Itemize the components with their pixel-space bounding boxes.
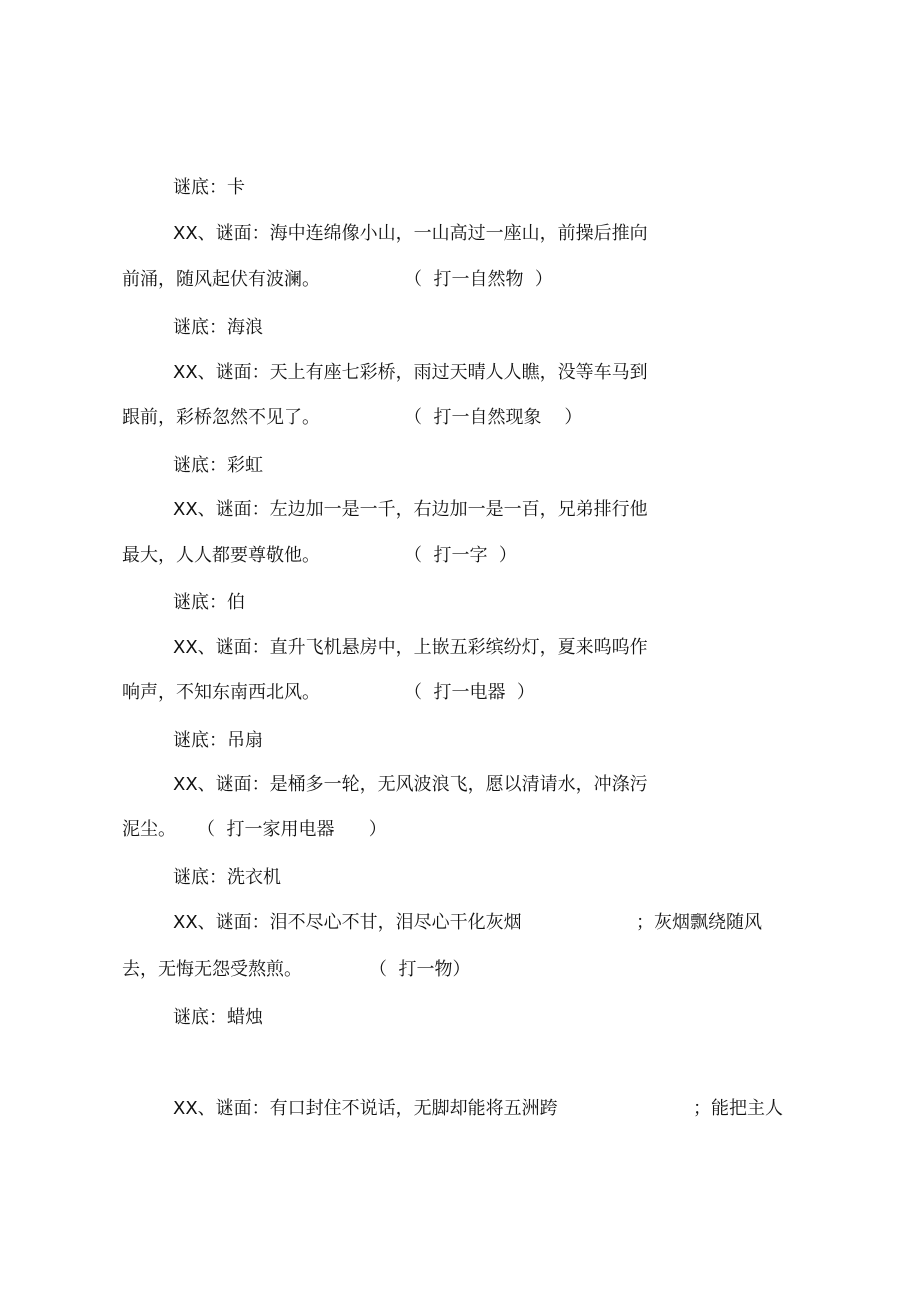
riddle-question-line1-end: ；灰烟飘绕随风 xyxy=(636,912,762,933)
riddle-hint: （ 打一自然物 ） xyxy=(404,269,553,290)
riddle-answer: 谜底：洗衣机 xyxy=(173,867,281,888)
riddle-question-line1: XX、谜面：海中连绵像小山，一山高过一座山，前操后推向 xyxy=(173,223,648,244)
riddle-question-line1: XX、谜面：左边加一是一千，右边加一是一百，兄弟排行他 xyxy=(173,499,648,520)
riddle-question-line2: 前涌，随风起伏有波澜。 xyxy=(122,269,320,290)
riddle-hint: （ 打一字 ） xyxy=(404,545,517,566)
riddle-answer: 谜底：蜡烛 xyxy=(173,1007,263,1028)
riddle-hint: （ 打一电器 ） xyxy=(404,682,535,703)
riddle-answer: 谜底：彩虹 xyxy=(173,455,263,476)
riddle-question-line1: XX、谜面：是桶多一轮，无风波浪飞，愿以清请水，冲涤污 xyxy=(173,774,648,795)
riddle-question-line2: 去，无悔无怨受熬煎。 xyxy=(122,959,302,980)
riddle-answer: 谜底：卡 xyxy=(173,177,245,198)
riddle-hint: （ 打一物） xyxy=(369,959,471,980)
riddle-question-line1: XX、谜面：直升飞机悬房中，上嵌五彩缤纷灯，夏来呜呜作 xyxy=(173,637,648,658)
riddle-question-line1: XX、谜面：有口封住不说话，无脚却能将五洲跨 xyxy=(173,1098,558,1119)
riddle-answer: 谜底：伯 xyxy=(173,592,245,613)
riddle-question-line2: 泥尘。 xyxy=(122,819,176,840)
riddle-hint: （ 打一自然现象 ） xyxy=(404,407,583,428)
riddle-question-line1: XX、谜面：天上有座七彩桥，雨过天晴人人瞧，没等车马到 xyxy=(173,362,648,383)
riddle-answer: 谜底：海浪 xyxy=(173,317,263,338)
riddle-question-line1: XX、谜面：泪不尽心不甘，泪尽心干化灰烟 xyxy=(173,912,522,933)
riddle-question-line2: 最大，人人都要尊敬他。 xyxy=(122,545,320,566)
riddle-question-line2: 响声，不知东南西北风。 xyxy=(122,682,320,703)
riddle-question-line2: 跟前，彩桥忽然不见了。 xyxy=(122,407,320,428)
riddle-question-line1-end: ；能把主人 xyxy=(693,1098,783,1119)
riddle-answer: 谜底：吊扇 xyxy=(173,730,263,751)
riddle-hint: （ 打一家用电器 ） xyxy=(197,819,387,840)
